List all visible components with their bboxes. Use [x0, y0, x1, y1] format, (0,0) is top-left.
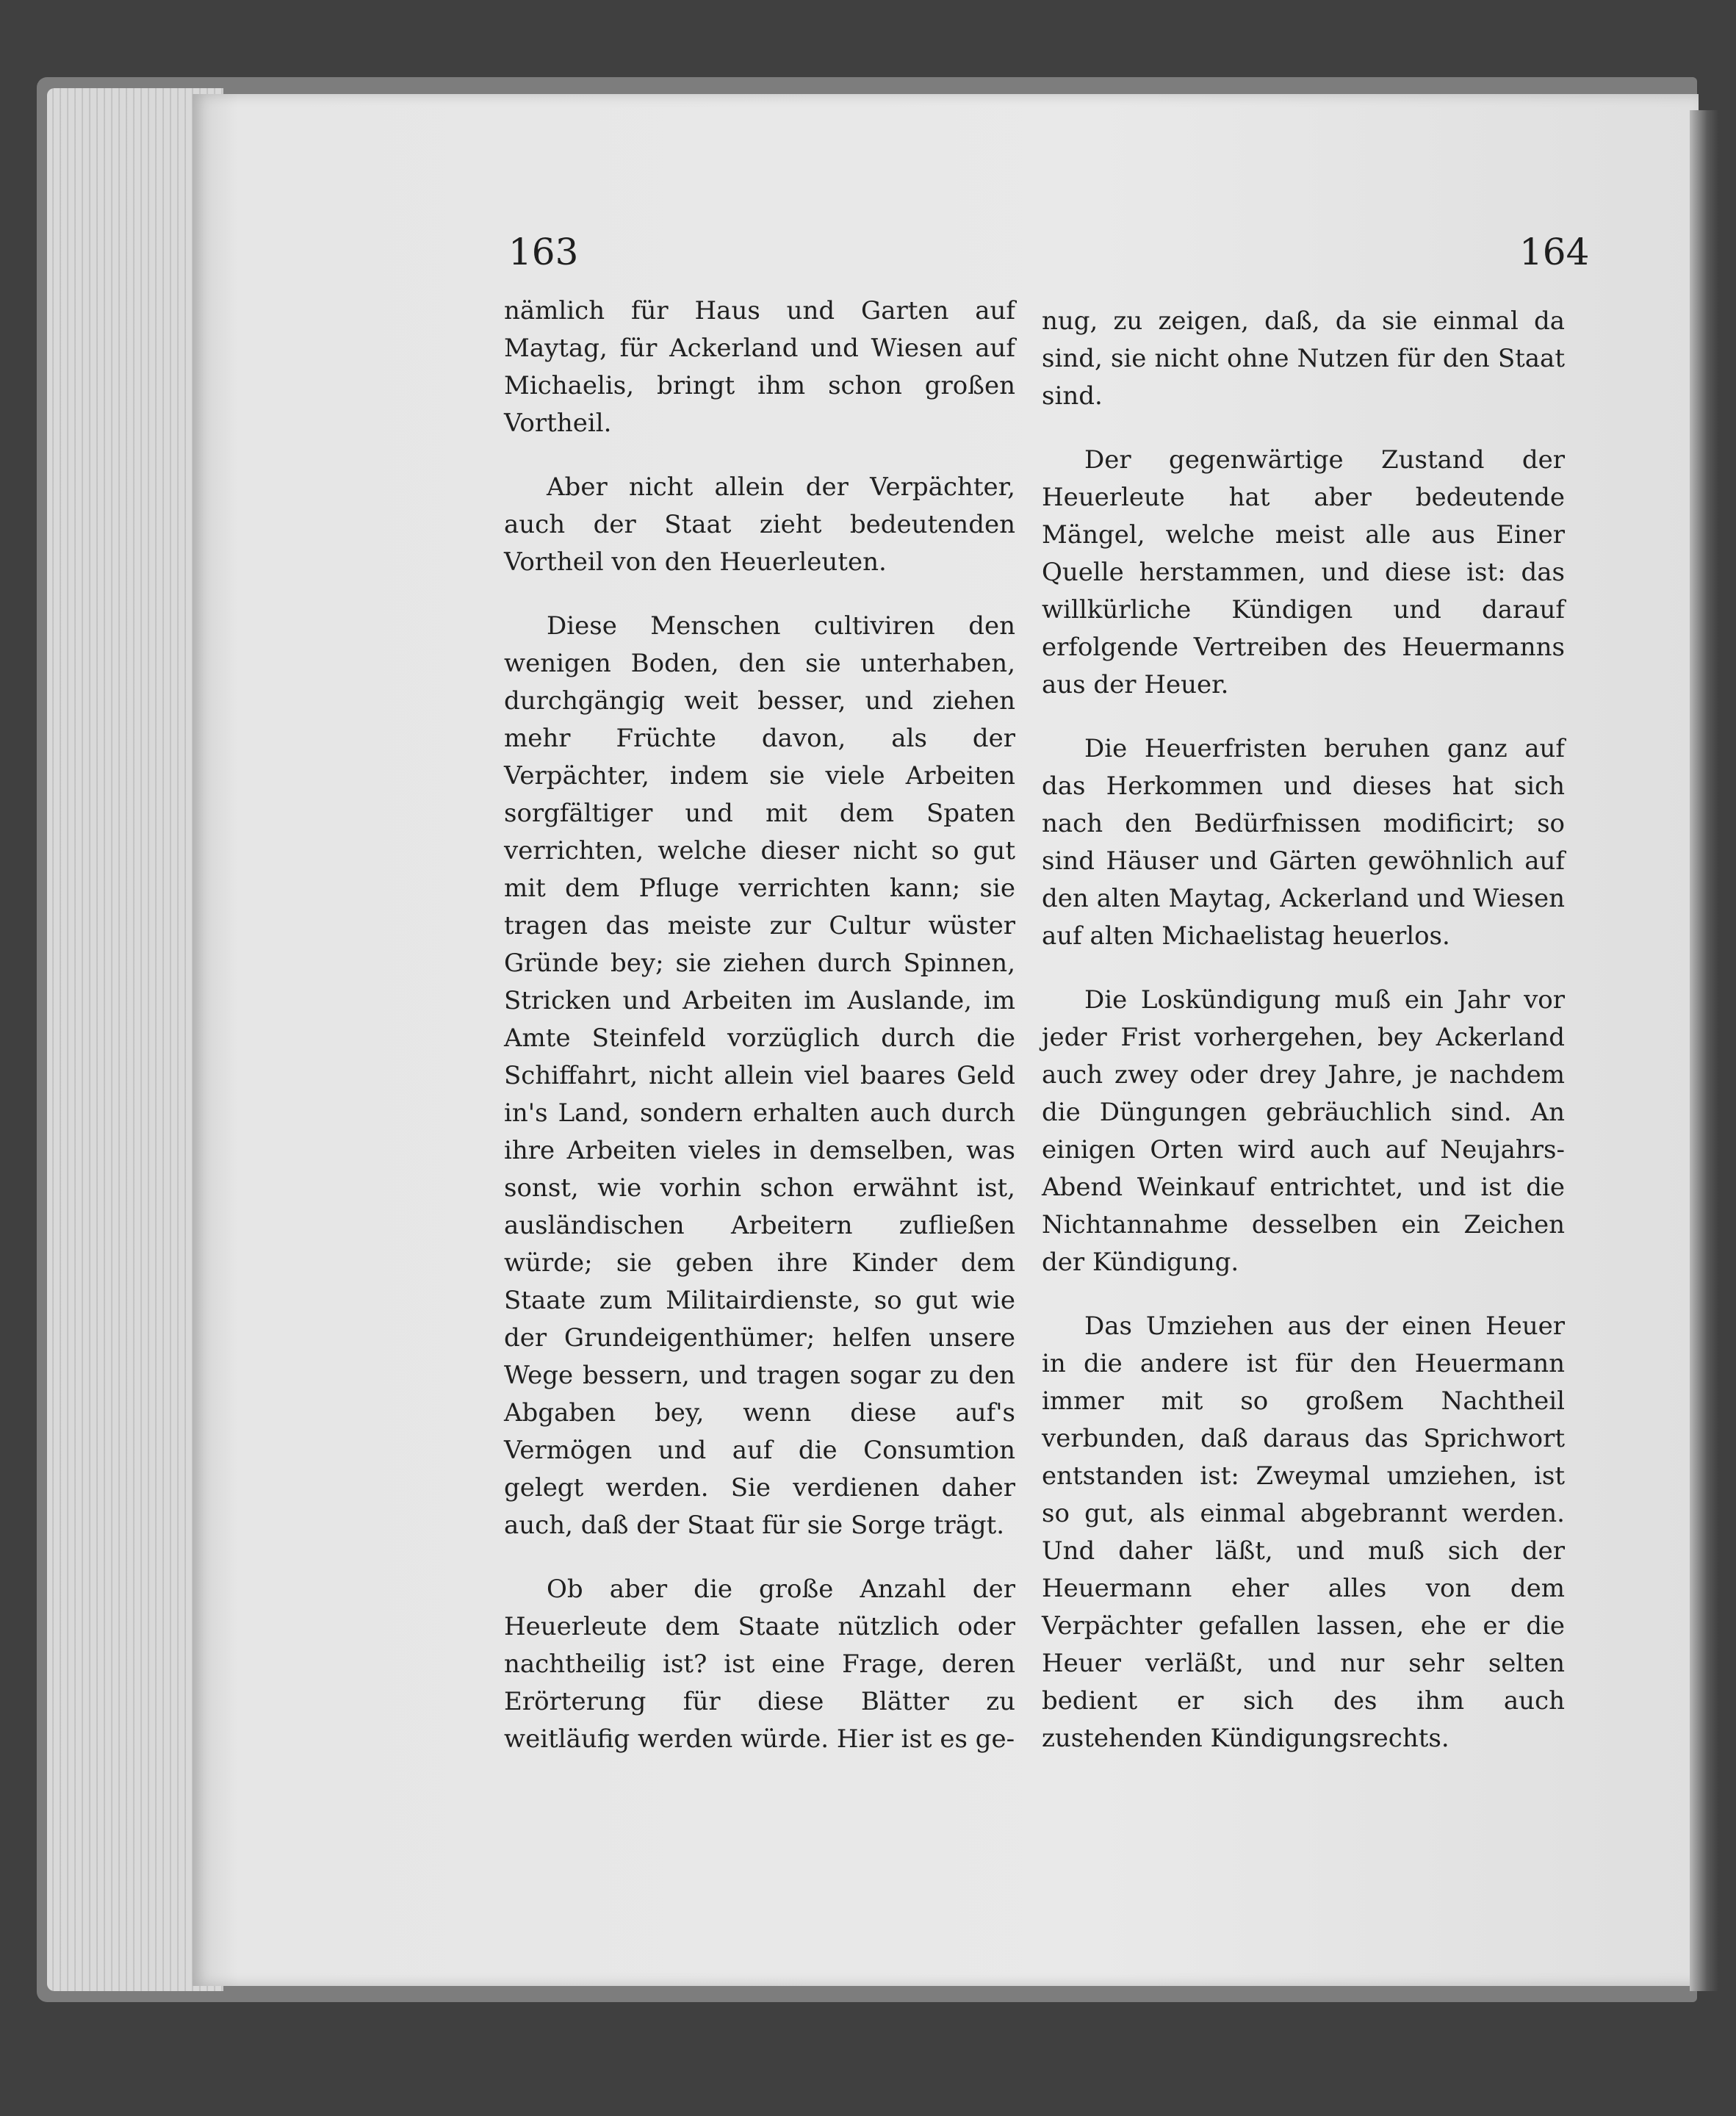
book-gutter-shadow [1690, 110, 1719, 1991]
paragraph: Die Heuerfristen beruhen ganz auf das Herkommen und dieses hat sich nach den Bedürfnissen modificirt; so sind Häuser und Gärten gewöhnlich auf den alten Maytag, Ackerland und Wiesen auf alten Michaelistag heuerlos. [1042, 734, 1565, 951]
page-number-right: 164 [1519, 231, 1590, 273]
paragraph: nämlich für Haus und Garten auf Maytag, für Ackerland und Wiesen auf Michaelis, bringt ihm schon großen Vortheil. [504, 296, 1015, 438]
text-column-left [504, 292, 1015, 1785]
paragraph: nug, zu zeigen, daß, da sie einmal da sind, sie nicht ohne Nutzen für den Staat sind. [1042, 306, 1565, 411]
paragraph: Die Loskündigung muß ein Jahr vor jeder Frist vorhergehen, bey Ackerland auch zwey oder drey Jahre, je nachdem die Düngungen gebräuchlich sind. An einigen Orten wird auch auf Neujahrs-Abend Weinkauf entrichtet, und ist die Nichtannahme desselben ein Zeichen der Kündigung. [1042, 985, 1565, 1277]
paragraph: Diese Menschen cultiviren den wenigen Boden, den sie unterhaben, durchgängig weit besser, und ziehen mehr Früchte davon, als der Verpächter, indem sie viele Arbeiten sorgfältiger und mit dem Spaten verrichten, welche dieser nicht so gut mit dem Pfluge verrichten kann; sie tragen das meiste zur Cultur wüster Gründe bey; sie ziehen durch Spinnen, Stricken und Arbeiten im Auslande, im Amte Steinfeld vorzüglich durch die Schiffahrt, nicht allein viel baares Geld in's Land, sondern erhalten auch durch ihre Arbeiten vieles in demselben, was sonst, wie vorhin schon erwähnt ist, ausländischen Arbeitern zufließen würde; sie geben ihre Kinder dem Staate zum Militairdienste, so gut wie der Grundeigenthümer; helfen unsere Wege bessern, und tragen sogar zu den Abgaben bey, wenn diese auf's Vermögen und auf die Consumtion gelegt werden. Sie verdienen daher auch, daß der Staat für sie Sorge trägt. [504, 611, 1015, 1540]
paragraph: Das Umziehen aus der einen Heuer in die andere ist für den Heuermann immer mit so großem Nachtheil verbunden, daß daraus das Sprichwort entstanden ist: Zweymal umziehen, ist so gut, als einmal abgebrannt werden. Und daher läßt, und muß sich der Heuermann eher alles von dem Verpächter gefallen lassen, ehe er die Heuer verläßt, und nur sehr selten bedient er sich des ihm auch zustehenden Kündigungsrechts. [1042, 1311, 1565, 1753]
page-number-left: 163 [508, 231, 579, 273]
text-column-right [1042, 303, 1565, 1784]
paragraph: Aber nicht allein der Verpächter, auch der Staat zieht bedeutenden Vortheil von den Heuerleuten. [504, 472, 1015, 577]
paragraph: Der gegenwärtige Zustand der Heuerleute hat aber bedeutende Mängel, welche meist alle aus Einer Quelle herstammen, und diese ist: das willkürliche Kündigen und darauf erfolgende Vertreiben des Heuermanns aus der Heuer. [1042, 445, 1565, 699]
paragraph: Ob aber die große Anzahl der Heuerleute dem Staate nützlich oder nachtheilig ist? ist eine Frage, deren Erörterung für diese Blätter zu weitläufig werden würde. Hier ist es ge- [504, 1575, 1015, 1754]
